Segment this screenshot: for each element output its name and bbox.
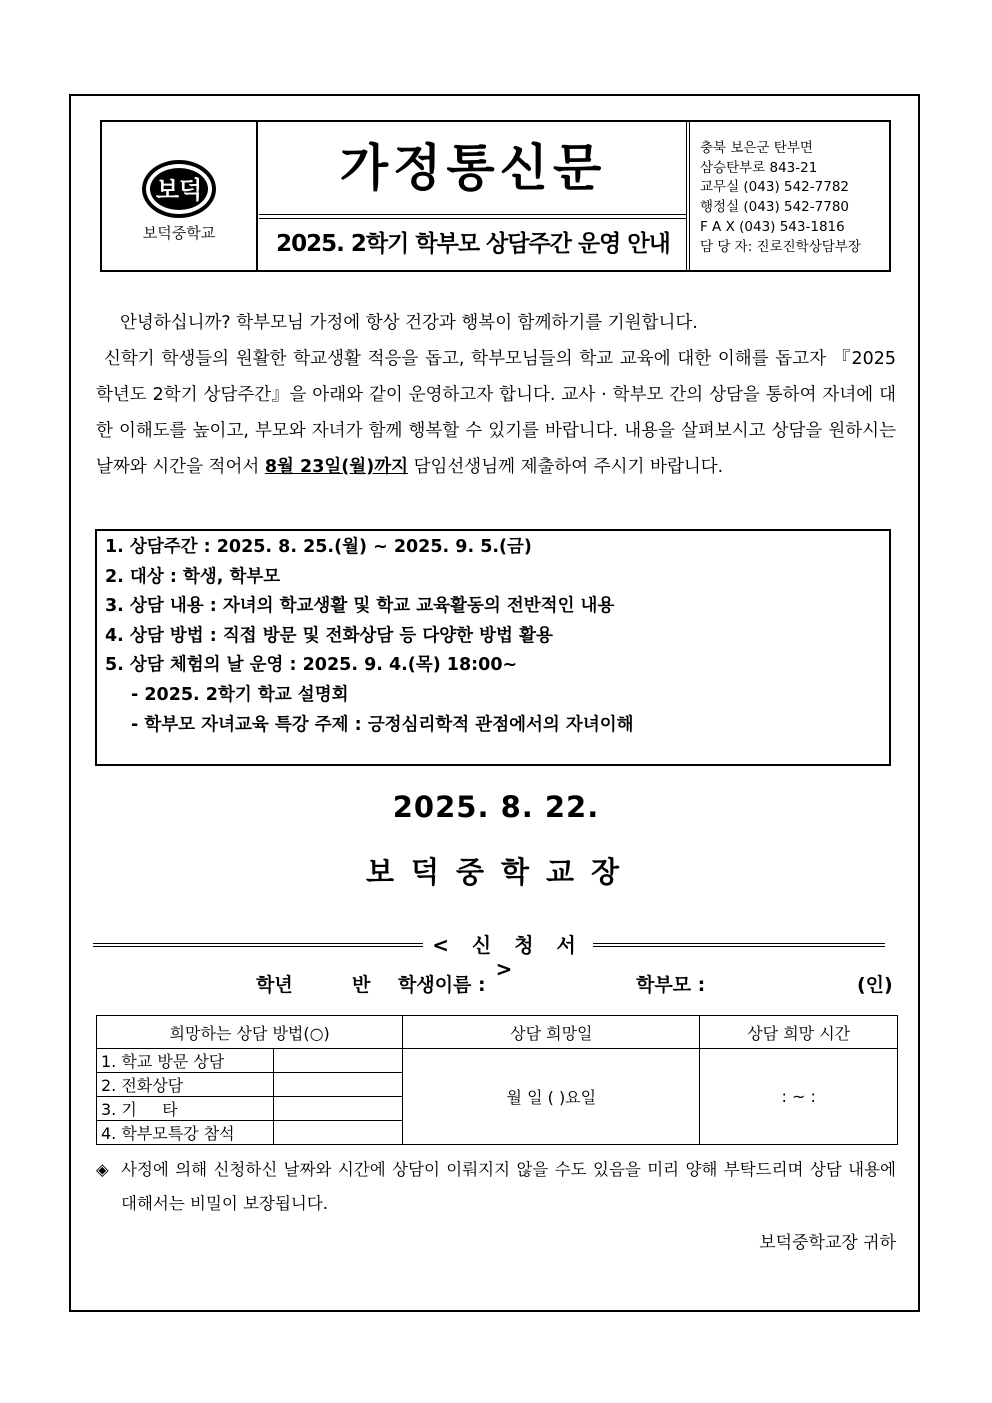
detail-content: 3. 상담 내용 : 자녀의 학교생활 및 학교 교육활동의 전반적인 내용 (105, 596, 615, 617)
preferred-date-field[interactable]: 월 일 ( )요일 (403, 1049, 700, 1145)
details-box (95, 529, 891, 766)
intro-text (96, 305, 896, 485)
method-visit-check[interactable] (274, 1049, 403, 1073)
detail-sub-briefing: - 2025. 2학기 학교 설명회 (131, 684, 349, 705)
detail-sub-lecture: - 학부모 자녀교육 특강 주제 : 긍정심리학적 관점에서의 자녀이해 (131, 714, 634, 735)
application-table (96, 1015, 898, 1145)
class-field[interactable]: 반 (352, 974, 371, 996)
time-header: 상담 희망 시간 (700, 1016, 898, 1049)
address-line-2: 삼승탄부로 843-21 (700, 159, 818, 176)
intro-closing: 담임선생님께 제출하여 주시기 바랍니다. (413, 457, 724, 477)
submission-deadline: 8월 23일(월)까지 (264, 457, 409, 477)
detail-method: 4. 상담 방법 : 직접 방문 및 전화상담 등 다양한 방법 활용 (105, 625, 553, 646)
notice (96, 1153, 896, 1221)
method-lecture-check[interactable] (274, 1121, 403, 1145)
addressee: 보덕중학교장 귀하 (759, 1233, 896, 1253)
greeting-line: 안녕하십니까? 학부모님 가정에 항상 건강과 행복이 함께하기를 기원합니다. (120, 313, 698, 333)
address-line-1: 충북 보은군 탄부면 (700, 140, 813, 156)
letter-header (100, 120, 891, 272)
method-lecture: 4. 학부모특강 참석 (97, 1121, 274, 1145)
date-header: 상담 희망일 (403, 1016, 700, 1049)
parent-name-field[interactable]: 학부모 : (636, 974, 706, 996)
fax-number: F A X (043) 543-1816 (700, 218, 845, 235)
academic-office-phone: 교무실 (043) 542-7782 (700, 179, 850, 196)
method-other: 3. 기 타 (97, 1097, 274, 1121)
school-name: 보덕중학교 (142, 224, 216, 242)
notice-text: 사정에 의해 신청하신 날짜와 시간에 상담이 이뤄지지 않을 수도 있음을 미리 양해 부탁드리며 상담 내용에 대해서는 비밀이 보장됩니다. (121, 1160, 896, 1213)
principal-signature: 보덕중학교장 (365, 855, 637, 889)
method-phone-check[interactable] (274, 1073, 403, 1097)
applicant-info-row (0, 970, 992, 998)
detail-target: 2. 대상 : 학생, 학부모 (105, 566, 281, 587)
preferred-time-field[interactable]: : ~ : (700, 1049, 898, 1145)
detail-experience-day: 5. 상담 체험의 날 운영 : 2025. 9. 4.(목) 18:00~ (105, 655, 518, 676)
divider-right (593, 943, 885, 947)
table-row (97, 1049, 898, 1073)
application-title: < 신 청 서 > (432, 933, 584, 981)
seal-label: (인) (857, 974, 893, 996)
diamond-bullet-icon: ◈ (96, 1160, 109, 1179)
student-name-field[interactable]: 학생이름 : (398, 974, 486, 996)
intro-body: 신학기 학생들의 원활한 학교생활 적응을 돕고, 학부모님들의 학교 교육에 대한 이해를 돕고자 『2025학년도 2학기 상담주간』을 아래와 같이 운영하고자 합니다. 교사 · 학부모 간의 상담을 통하여 자녀에 대한 이해도를 높이고, 부모와 자녀가 함께 행복할 수 있기를 바랍니다. 내용을 살펴보시고 상담을 원하시는 날짜와 시간을 적어서 (96, 349, 896, 477)
method-phone: 2. 전화상담 (97, 1073, 274, 1097)
document-title: 가정통신문 (339, 139, 607, 197)
application-divider (93, 933, 893, 981)
document-subtitle: 2025. 2학기 학부모 상담주간 운영 안내 (276, 231, 670, 257)
contact-info (686, 122, 889, 270)
issue-date: 2025. 8. 22. (392, 790, 600, 824)
title-cell (259, 122, 687, 270)
detail-period: 1. 상담주간 : 2025. 8. 25.(월) ~ 2025. 9. 5.(금) (105, 537, 532, 557)
method-other-check[interactable] (274, 1097, 403, 1121)
emblem-text: 보덕 (155, 176, 203, 204)
method-header: 희망하는 상담 방법(○) (97, 1016, 403, 1049)
logo-cell (102, 122, 258, 270)
contact-person: 담 당 자: 진로진학상담부장 (700, 238, 861, 255)
school-emblem-icon (140, 158, 218, 220)
table-header-row (97, 1016, 898, 1049)
method-visit: 1. 학교 방문 상담 (97, 1049, 274, 1073)
intro-paragraph (96, 341, 896, 485)
grade-field[interactable]: 학년 (256, 974, 293, 996)
divider-left (93, 943, 423, 947)
admin-office-phone: 행정실 (043) 542-7780 (700, 199, 850, 216)
